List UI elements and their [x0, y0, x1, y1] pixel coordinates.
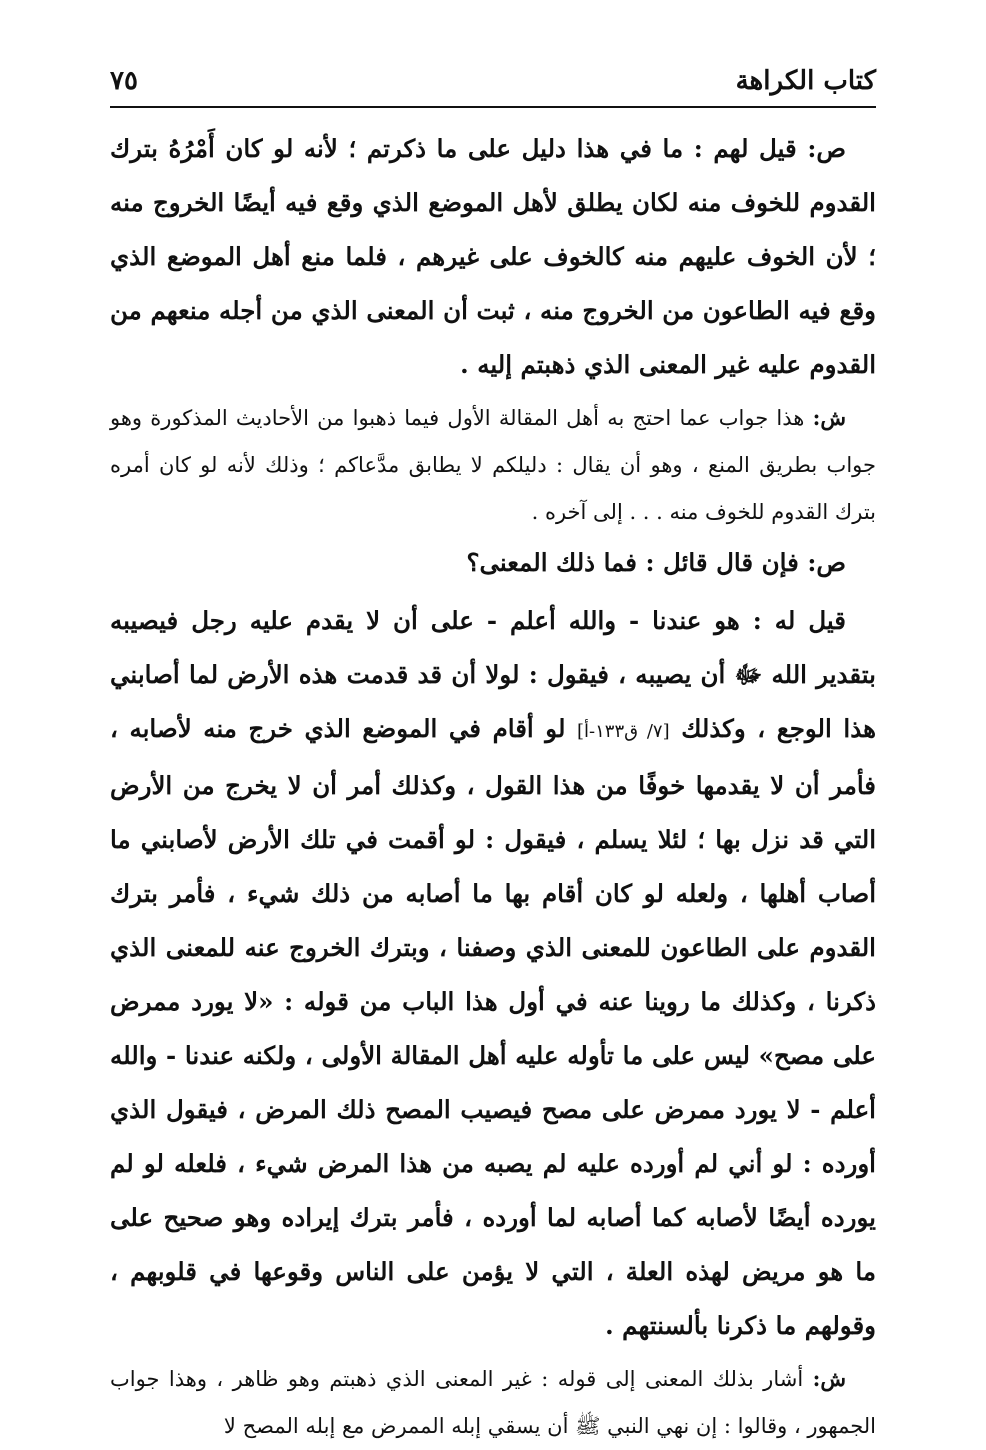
text-paragraph [110, 122, 876, 392]
paragraph-text: أشار بذلك المعنى إلى قوله : غير المعنى الذي ذهبتم وهو ظاهر ، وهذا جواب الجمهور ، وقالوا : إن نهي النبي ﷺ أن يسقي إبله الممرض مع إبله المصح لا [110, 1367, 876, 1438]
paragraph-marker: ص: [807, 548, 846, 577]
running-header [110, 60, 876, 108]
paragraph-text: قيل لهم : ما في هذا دليل على ما ذكرتم ؛ لأنه لو كان أَمْرُهُ بترك القدوم للخوف منه لكان يطلق لأهل الموضع الذي وقع فيه أيضًا الخروج منه ؛ لأن الخوف عليهم منه كالخوف على غيرهم ، فلما منع أهل الموضع الذي وقع فيه الطاعون من الخروج منه ، ثبت أن المعنى الذي من أجله منعهم من القدوم عليه غير المعنى الذي ذهبتم إليه . [110, 134, 876, 379]
commentary-paragraph [110, 1355, 876, 1450]
commentary-paragraph [110, 394, 876, 536]
page-number: ٧٥ [110, 66, 138, 96]
paragraph-text-continued: لو أقام في الموضع الذي خرج منه لأصابه ، فأمر أن لا يقدمها خوفًا من هذا القول ، وكذلك أمر أن لا يخرج من الأرض التي قد نزل بها ؛ لئلا يسلم ، فيقول : لو أقمت في تلك الأرض لأصابني ما أصاب أهلها ، ولعله لو كان أقام بها ما أصابه من ذلك شيء ، فأمر بترك القدوم على الطاعون للمعنى الذي وصفنا ، وبترك الخروج عنه للمعنى الذي ذكرنا ، وكذلك ما روينا عنه في أول هذا الباب من قوله : «لا يورد ممرض على مصح» ليس على ما تأوله عليه أهل المقالة الأولى ، ولكنه عندنا - والله أعلم - لا يورد ممرض على مصح فيصيب المصح ذلك المرض ، فيقول الذي أورده : لو أني لم أورده عليه لم يصبه من هذا المرض شيء ، فلعله لو لم يورده أيضًا لأصابه كما أصابه لما أورده ، فأمر بترك إيراده وهو صحيح على ما هو مريض لهذه العلة ، التي لا يؤمن على الناس وقوعها في قلوبهم ، وقولهم ما ذكرنا بألسنتهم . [110, 714, 876, 1340]
header-divider [110, 106, 876, 108]
paragraph-marker: ص: [807, 134, 846, 163]
paragraph-marker: ش: [812, 1366, 846, 1391]
paragraph-marker: ش: [812, 405, 846, 430]
page-body [110, 122, 876, 1450]
paragraph-text: قيل له : هو عندنا - والله أعلم - على أن لا يقدم عليه رجل فيصيبه بتقدير الله ﷻ أن يصيبه ، فيقول : لولا أن قد قدمت هذه الأرض لما أصابني هذا الوجع ، وكذلك [110, 606, 876, 743]
manuscript-reference: [٧/ ق١٣٣-أ] [577, 721, 670, 742]
text-paragraph [110, 536, 876, 590]
paragraph-text: فإن قال قائل : فما ذلك المعنى؟ [466, 548, 808, 577]
chapter-title: كتاب الكراهة [735, 66, 876, 96]
text-paragraph [110, 594, 876, 1353]
paragraph-text: هذا جواب عما احتج به أهل المقالة الأول فيما ذهبوا من الأحاديث المذكورة وهو جواب بطريق المنع ، وهو أن يقال : دليلكم لا يطابق مدَّعاكم ؛ وذلك لأنه لو كان أمره بترك القدوم للخوف منه . . . إلى آخره . [110, 406, 876, 524]
